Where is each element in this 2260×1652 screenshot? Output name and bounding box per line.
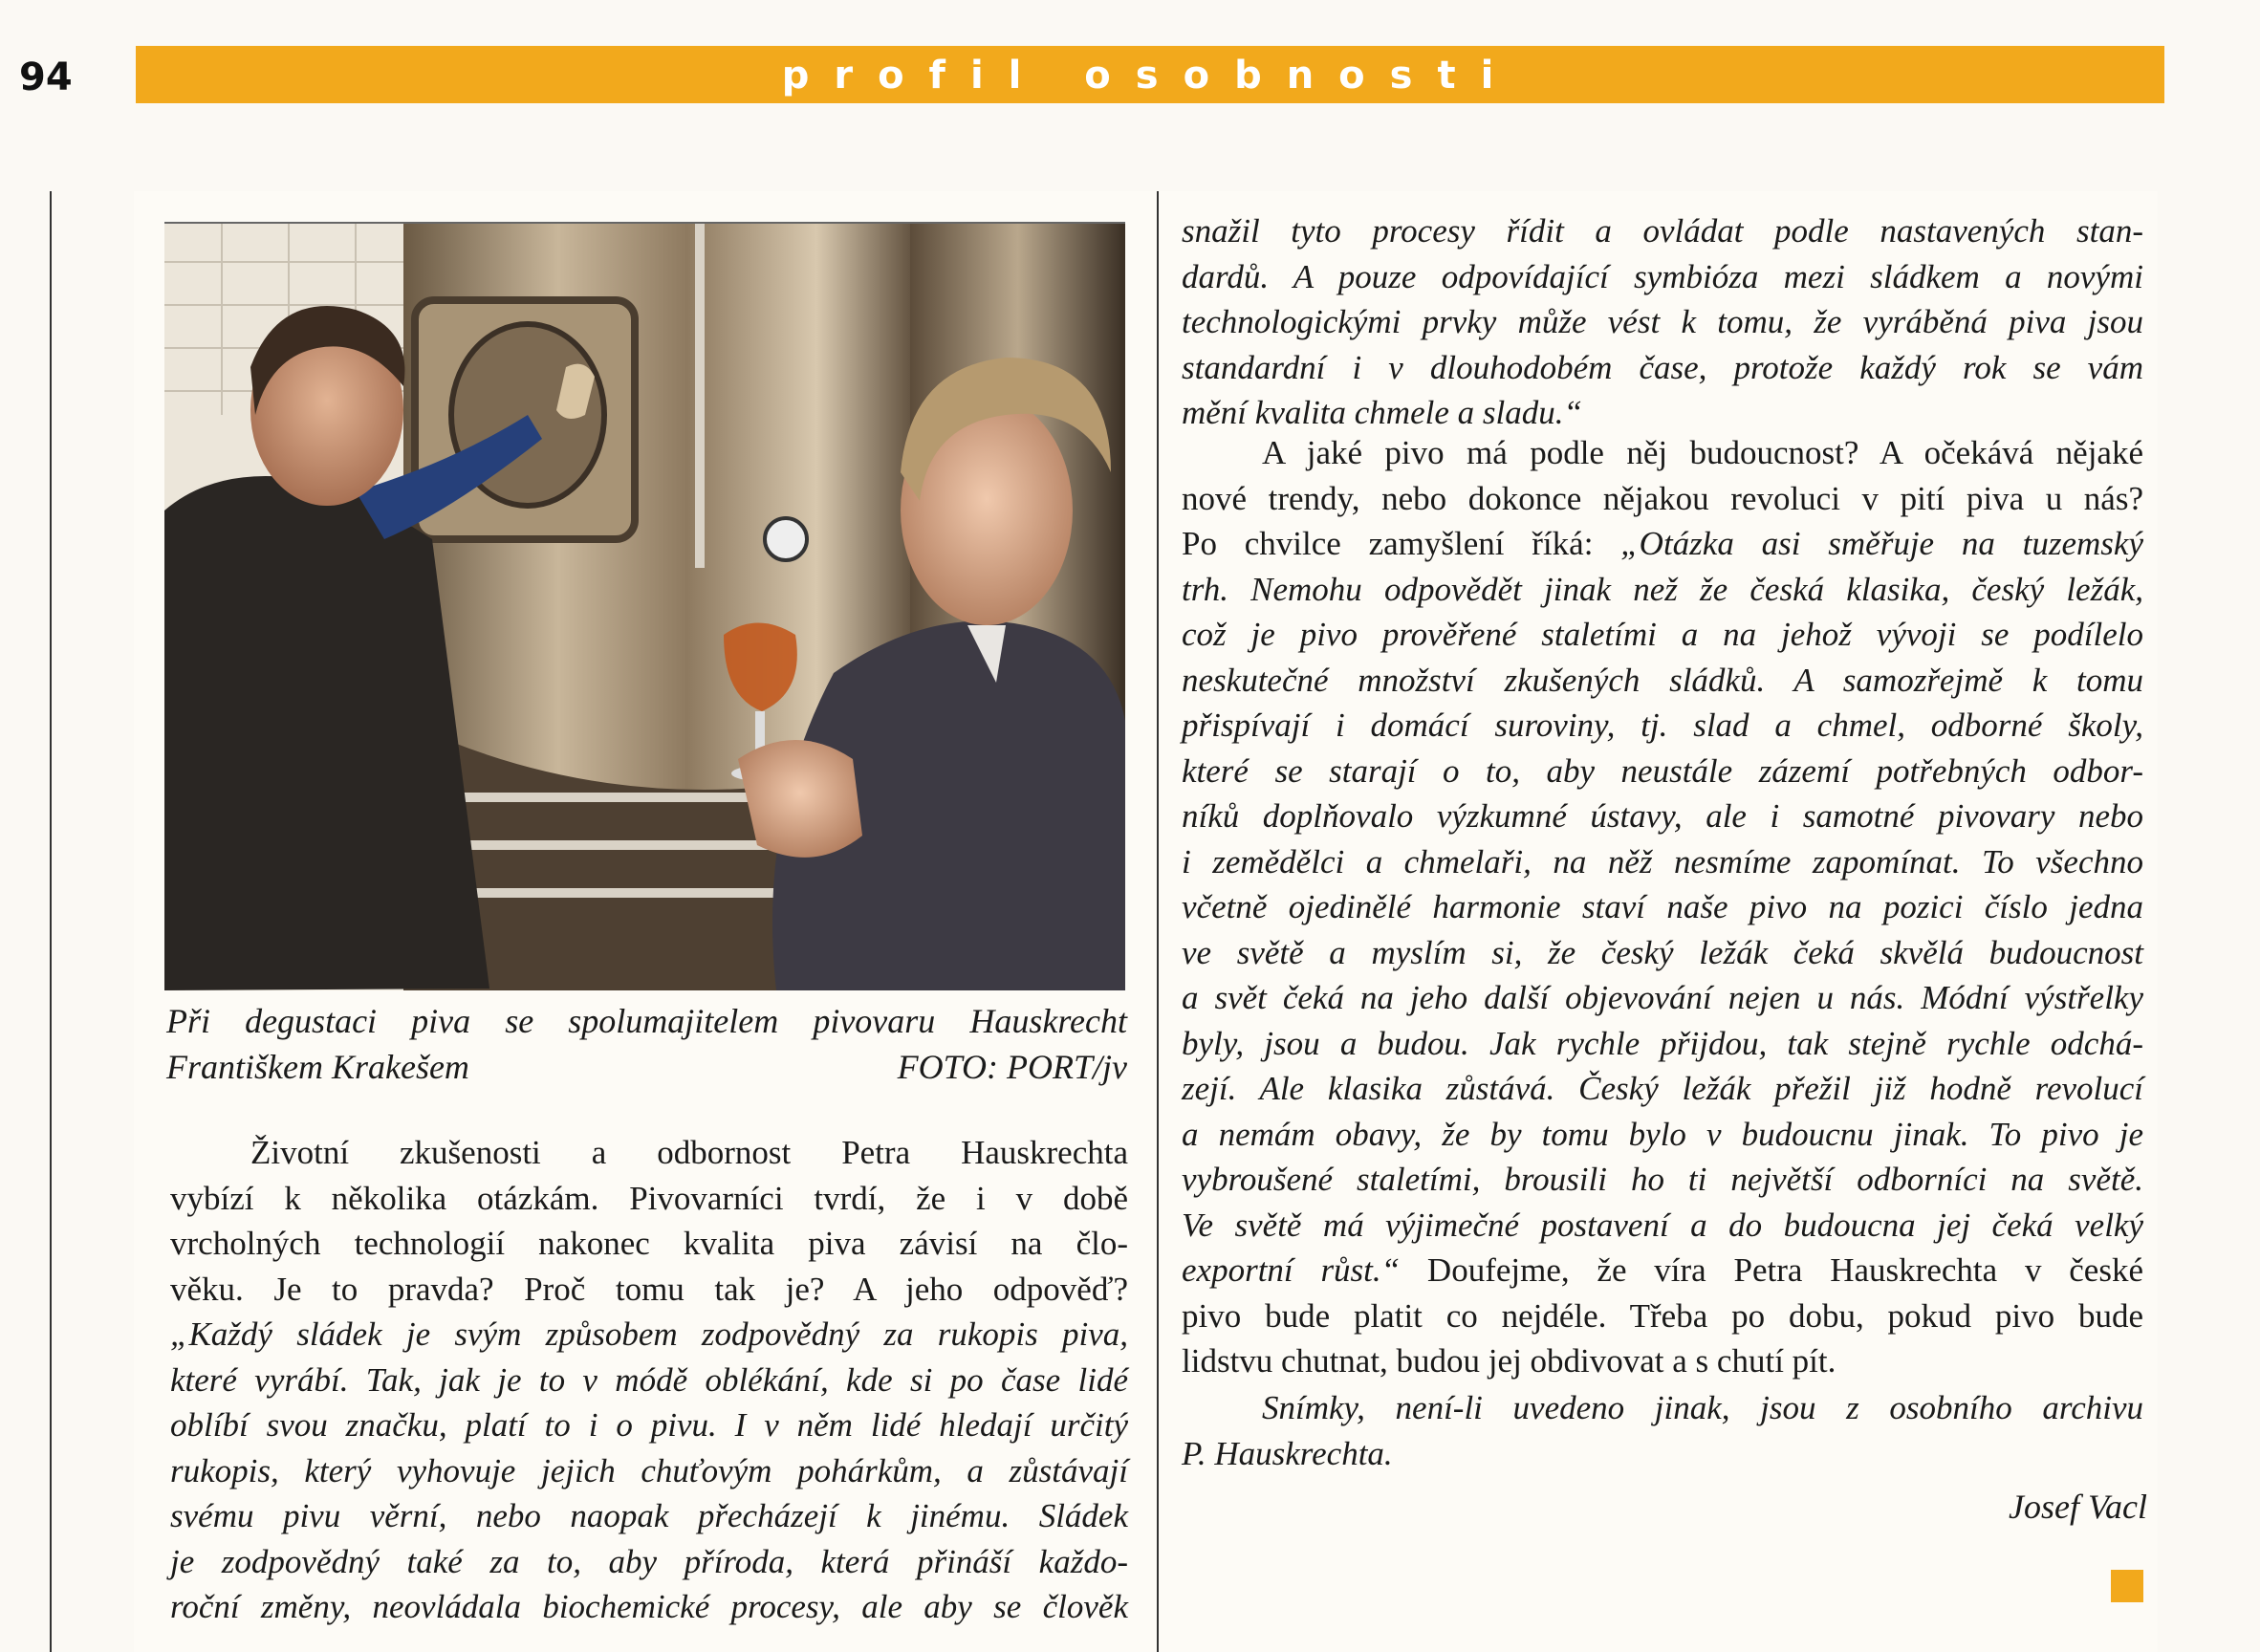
text-line: mění kvalita chmele a sladu.“	[1182, 394, 1582, 431]
text-line: vybroušené staletími, brousili ho ti největší odborníci na světě.	[1182, 1161, 2143, 1198]
text-line: rukopis, který vyhovuje jejich chuťovým pohárkům, a zůstávají	[170, 1451, 1128, 1489]
text-line: neskutečné množství zkušených sládků. A samozřejmě k tomu	[1182, 661, 2143, 699]
brewery-photo	[164, 222, 1125, 990]
section-title: profil osobnosti	[781, 54, 1519, 98]
text-line: roční změny, neovládala biochemické procesy, ale aby se člověk	[170, 1588, 1128, 1625]
text-line: nové trendy, nebo dokonce nějakou revoluci v pití piva u nás?	[1182, 479, 2143, 517]
text-line: snažil tyto procesy řídit a ovládat podle nastavených stan-	[1182, 212, 2143, 250]
text-line: které se starají o to, aby neustále zázemí potřebných odbor-	[1182, 751, 2143, 790]
text-line: trh. Nemohu odpovědět jinak než že česká klasika, český ležák,	[1182, 570, 2143, 608]
caption-line: Při degustaci piva se spolumajitelem pivovaru Hauskrecht	[166, 1002, 1127, 1040]
text-run: exportní růst.“	[1182, 1251, 1401, 1289]
text-line: Snímky, není-li uvedeno jinak, jsou z osobního archivu	[1262, 1389, 2143, 1426]
text-run: Doufejme, že víra Petra Hauskrechta v české	[1400, 1251, 2143, 1289]
text-line	[1182, 1248, 2143, 1293]
right-column-paragraph	[1182, 430, 2143, 1384]
left-column-text	[170, 1130, 1128, 1630]
photo-archive-credit	[1182, 1385, 2143, 1476]
text-line: dardů. A pouze odpovídající symbióza mezi sládkem a novými	[1182, 257, 2143, 295]
text-line: technologickými prvky může vést k tomu, že vyráběná piva jsou	[1182, 303, 2143, 340]
caption-line: Františkem Krakešem	[166, 1048, 469, 1086]
text-line: vybízí k několika otázkám. Pivovarníci tvrdí, že i v době	[170, 1179, 1128, 1217]
text-line: je zodpovědný také za to, aby příroda, která přináší každo-	[170, 1542, 1128, 1580]
caption-line-with-credit	[166, 1044, 1127, 1090]
text-line: A jaké pivo má podle něj budoucnost? A očekává nějaké	[1262, 434, 2143, 471]
text-line: a nemám obavy, že by tomu bylo v budoucnu jinak. To pivo je	[1182, 1115, 2143, 1153]
photo-credit: FOTO: PORT/jv	[897, 1048, 1127, 1086]
text-line: což je pivo prověřené staletími a na jehož vývoji se podílelo	[1182, 616, 2143, 653]
text-line: níků doplňovalo výzkumné ústavy, ale i samotné pivovary nebo	[1182, 797, 2143, 835]
text-line: „Každý sládek je svým způsobem zodpovědný za rukopis piva,	[170, 1315, 1128, 1353]
right-column-quote	[1182, 208, 2143, 436]
text-line: Životní zkušenosti a odbornost Petra Hauskrechta	[250, 1134, 1128, 1171]
text-line: P. Hauskrechta.	[1182, 1434, 1393, 1472]
left-margin-rule	[50, 191, 52, 1652]
text-line: včetně ojedinělé harmonie staví naše pivo na pozici číslo jedna	[1182, 888, 2143, 925]
text-line: oblíbí svou značku, platí to i o pivu. I v něm lidé hledají určitý	[170, 1406, 1128, 1444]
text-line: pivo bude platit co nejdéle. Třeba po dobu, pokud pivo bude	[1182, 1296, 2143, 1335]
text-line: přispívají i domácí suroviny, tj. slad a chmel, odborné školy,	[1182, 706, 2143, 744]
text-line: svému pivu věrní, nebo naopak přecházejí k jinému. Sládek	[170, 1497, 1128, 1534]
text-line: a svět čeká na jeho další objevování nejen u nás. Módní výstřelky	[1182, 979, 2143, 1016]
text-line	[1182, 521, 2143, 567]
page-number: 94	[19, 55, 73, 99]
author-signature: Josef Vacl	[2009, 1488, 2147, 1526]
text-line: Ve světě má výjimečné postavení a do budoucna jej čeká velký	[1182, 1206, 2143, 1244]
text-line: i zemědělci a chmelaři, na něž nesmíme zapomínat. To všechno	[1182, 842, 2143, 880]
photo-caption	[166, 998, 1127, 1090]
text-line: které vyrábí. Tak, jak je to v módě oblékání, kde si po čase lidé	[170, 1360, 1128, 1399]
text-line: standardní i v dlouhodobém čase, protože každý rok se vám	[1182, 348, 2143, 386]
text-run: Po chvilce zamyšlení říká:	[1182, 525, 1621, 562]
text-line: vrcholných technologií nakonec kvalita piva závisí na člo-	[170, 1225, 1128, 1262]
text-run: „Otázka asi směřuje na tuzemský	[1620, 525, 2143, 562]
text-line: zejí. Ale klasika zůstává. Český ležák přežil již hodně revolucí	[1182, 1070, 2143, 1107]
text-line: byly, jsou a budou. Jak rychle přijdou, tak stejně rychle odchá-	[1182, 1024, 2143, 1062]
section-header-bar	[136, 46, 2164, 103]
text-line: lidstvu chutnat, budou jej obdivovat a s chutí pít.	[1182, 1342, 1836, 1380]
column-divider	[1157, 191, 1159, 1652]
text-line: ve světě a myslím si, že český ležák čeká skvělá budoucnost	[1182, 933, 2143, 971]
article-end-mark	[2111, 1570, 2143, 1602]
text-line: věku. Je to pravda? Proč tomu tak je? A jeho odpověď?	[170, 1270, 1128, 1308]
